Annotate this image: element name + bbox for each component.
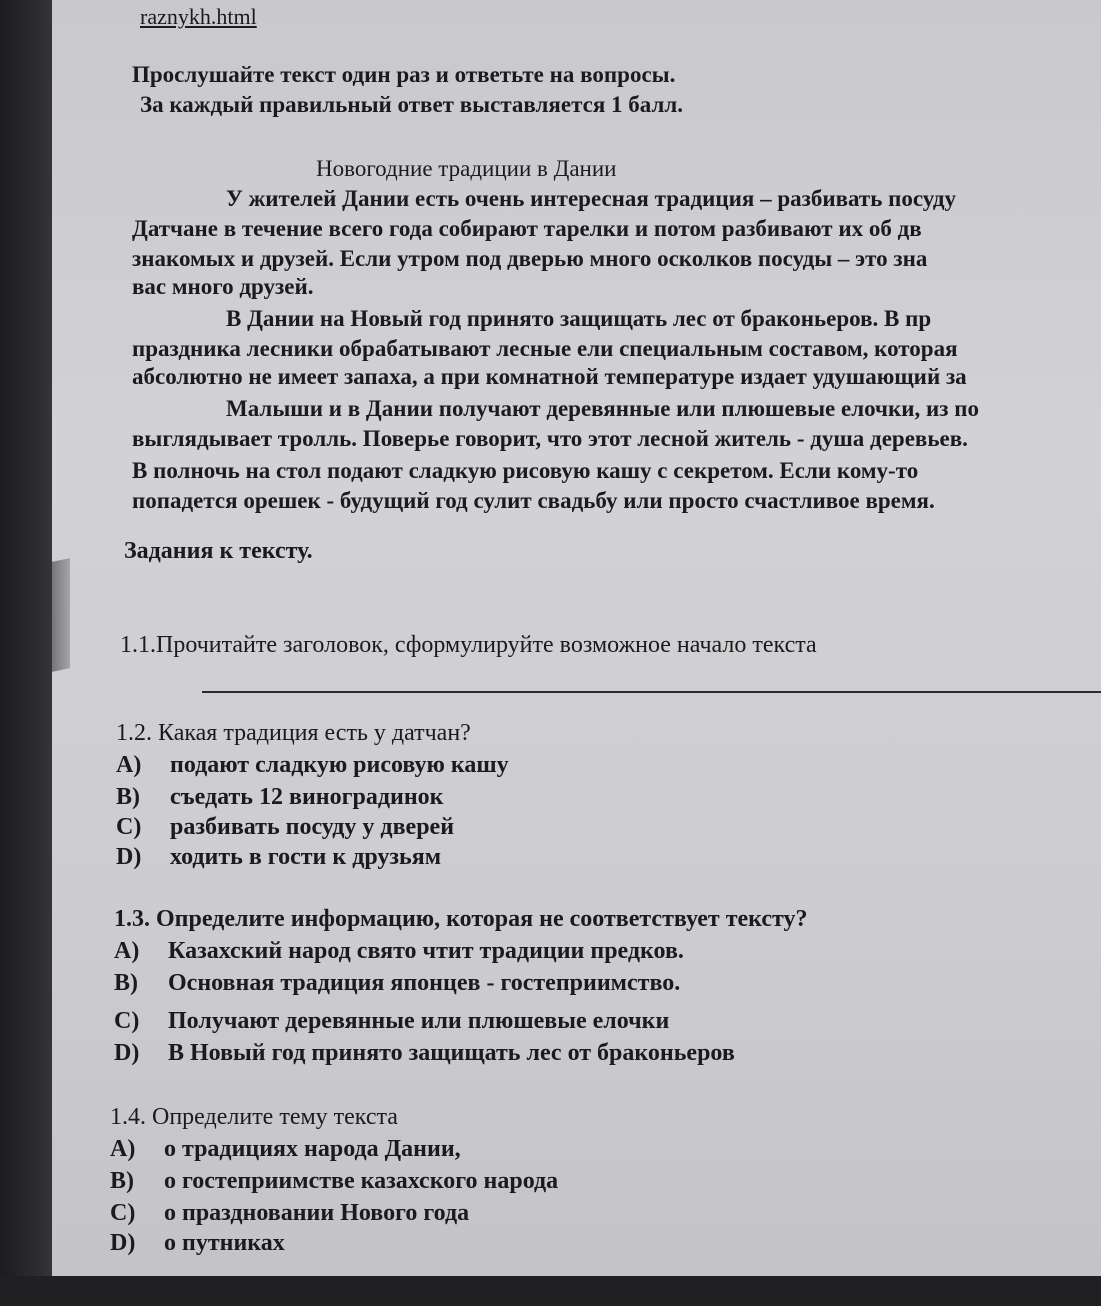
option-1-3-b: [114, 970, 680, 997]
option-letter: B): [116, 784, 140, 810]
option-letter: D): [110, 1230, 136, 1256]
option-letter: B): [114, 970, 138, 996]
option-1-3-c: [114, 1008, 669, 1035]
option-1-4-a: [110, 1136, 461, 1163]
option-1-2-b: [116, 784, 443, 811]
option-1-2-d: [116, 844, 441, 871]
option-letter: D): [114, 1040, 140, 1066]
option-letter: C): [110, 1200, 136, 1226]
option-text: о гостеприимстве казахского народа: [164, 1168, 559, 1194]
option-1-2-a: [116, 752, 509, 779]
text-line: Датчане в течение всего года собирают тарелки и потом разбивают их об дв: [132, 216, 922, 241]
text-line: выглядывает тролль. Поверье говорит, что этот лесной житель - душа деревьев.: [132, 426, 968, 451]
question-1-2: 1.2. Какая традиция есть у датчан?: [116, 720, 471, 746]
option-letter: C): [116, 814, 142, 840]
text-line: В полночь на стол подают сладкую рисовую кашу с секретом. Если кому-то: [132, 458, 919, 483]
answer-line: [202, 691, 1101, 693]
text-line: У жителей Дании есть очень интересная традиция – разбивать посуду: [226, 186, 956, 211]
option-text: Получают деревянные или плюшевые елочки: [168, 1008, 670, 1034]
option-text: о путниках: [164, 1230, 285, 1256]
option-text: В Новый год принято защищать лес от браконьеров: [168, 1040, 735, 1066]
option-text: Основная традиция японцев - гостеприимство.: [168, 970, 681, 996]
instruction-line-2: За каждый правильный ответ выставляется 1 балл.: [140, 92, 684, 117]
option-text: о праздновании Нового года: [164, 1200, 470, 1226]
option-letter: A): [110, 1136, 136, 1162]
text-line: попадется орешек - будущий год сулит свадьбу или просто счастливое время.: [132, 488, 935, 513]
text-line: Малыши и в Дании получают деревянные или плюшевые елочки, из по: [226, 396, 980, 421]
text-line: знакомых и друзей. Если утром под дверью много осколков посуды – это зна: [132, 246, 928, 271]
instruction-line-1: Прослушайте текст один раз и ответьте на вопросы.: [132, 62, 676, 87]
option-text: съедать 12 виноградинок: [170, 784, 444, 810]
option-1-4-d: [110, 1230, 285, 1257]
text-line: абсолютно не имеет запаха, а при комнатной температуре издает удушающий за: [132, 364, 967, 389]
screen-frame-left: [0, 0, 60, 1306]
text-line: вас много друзей.: [132, 274, 314, 299]
option-text: разбивать посуду у дверей: [170, 814, 455, 840]
option-1-4-b: [110, 1168, 558, 1195]
document-page: [52, 0, 1101, 1276]
option-text: Казахский народ свято чтит традиции предков.: [168, 938, 684, 964]
option-text: подают сладкую рисовую кашу: [170, 752, 509, 778]
option-1-2-c: [116, 814, 454, 841]
paper-crease: [52, 558, 70, 672]
text-title: Новогодние традиции в Дании: [316, 156, 617, 181]
question-1-1: 1.1.Прочитайте заголовок, сформулируйте возможное начало текста: [120, 632, 817, 658]
option-letter: A): [114, 938, 140, 964]
screen-frame-bottom: [0, 1276, 1101, 1306]
source-link[interactable]: raznykh.html: [140, 4, 257, 29]
question-1-3: 1.3. Определите информацию, которая не соответствует тексту?: [114, 906, 808, 932]
option-1-3-a: [114, 938, 684, 965]
text-line: праздника лесники обрабатывают лесные ели специальным составом, которая: [132, 336, 958, 361]
option-1-3-d: [114, 1040, 735, 1067]
option-letter: A): [116, 752, 142, 778]
option-letter: B): [110, 1168, 134, 1194]
option-letter: D): [116, 844, 142, 870]
option-letter: C): [114, 1008, 140, 1034]
text-line: В Дании на Новый год принято защищать лес от браконьеров. В пр: [226, 306, 932, 331]
option-1-4-c: [110, 1200, 469, 1227]
tasks-heading: Задания к тексту.: [124, 538, 313, 564]
option-text: ходить в гости к друзьям: [170, 844, 442, 870]
option-text: о традициях народа Дании,: [164, 1136, 461, 1162]
question-1-4: 1.4. Определите тему текста: [110, 1104, 398, 1130]
